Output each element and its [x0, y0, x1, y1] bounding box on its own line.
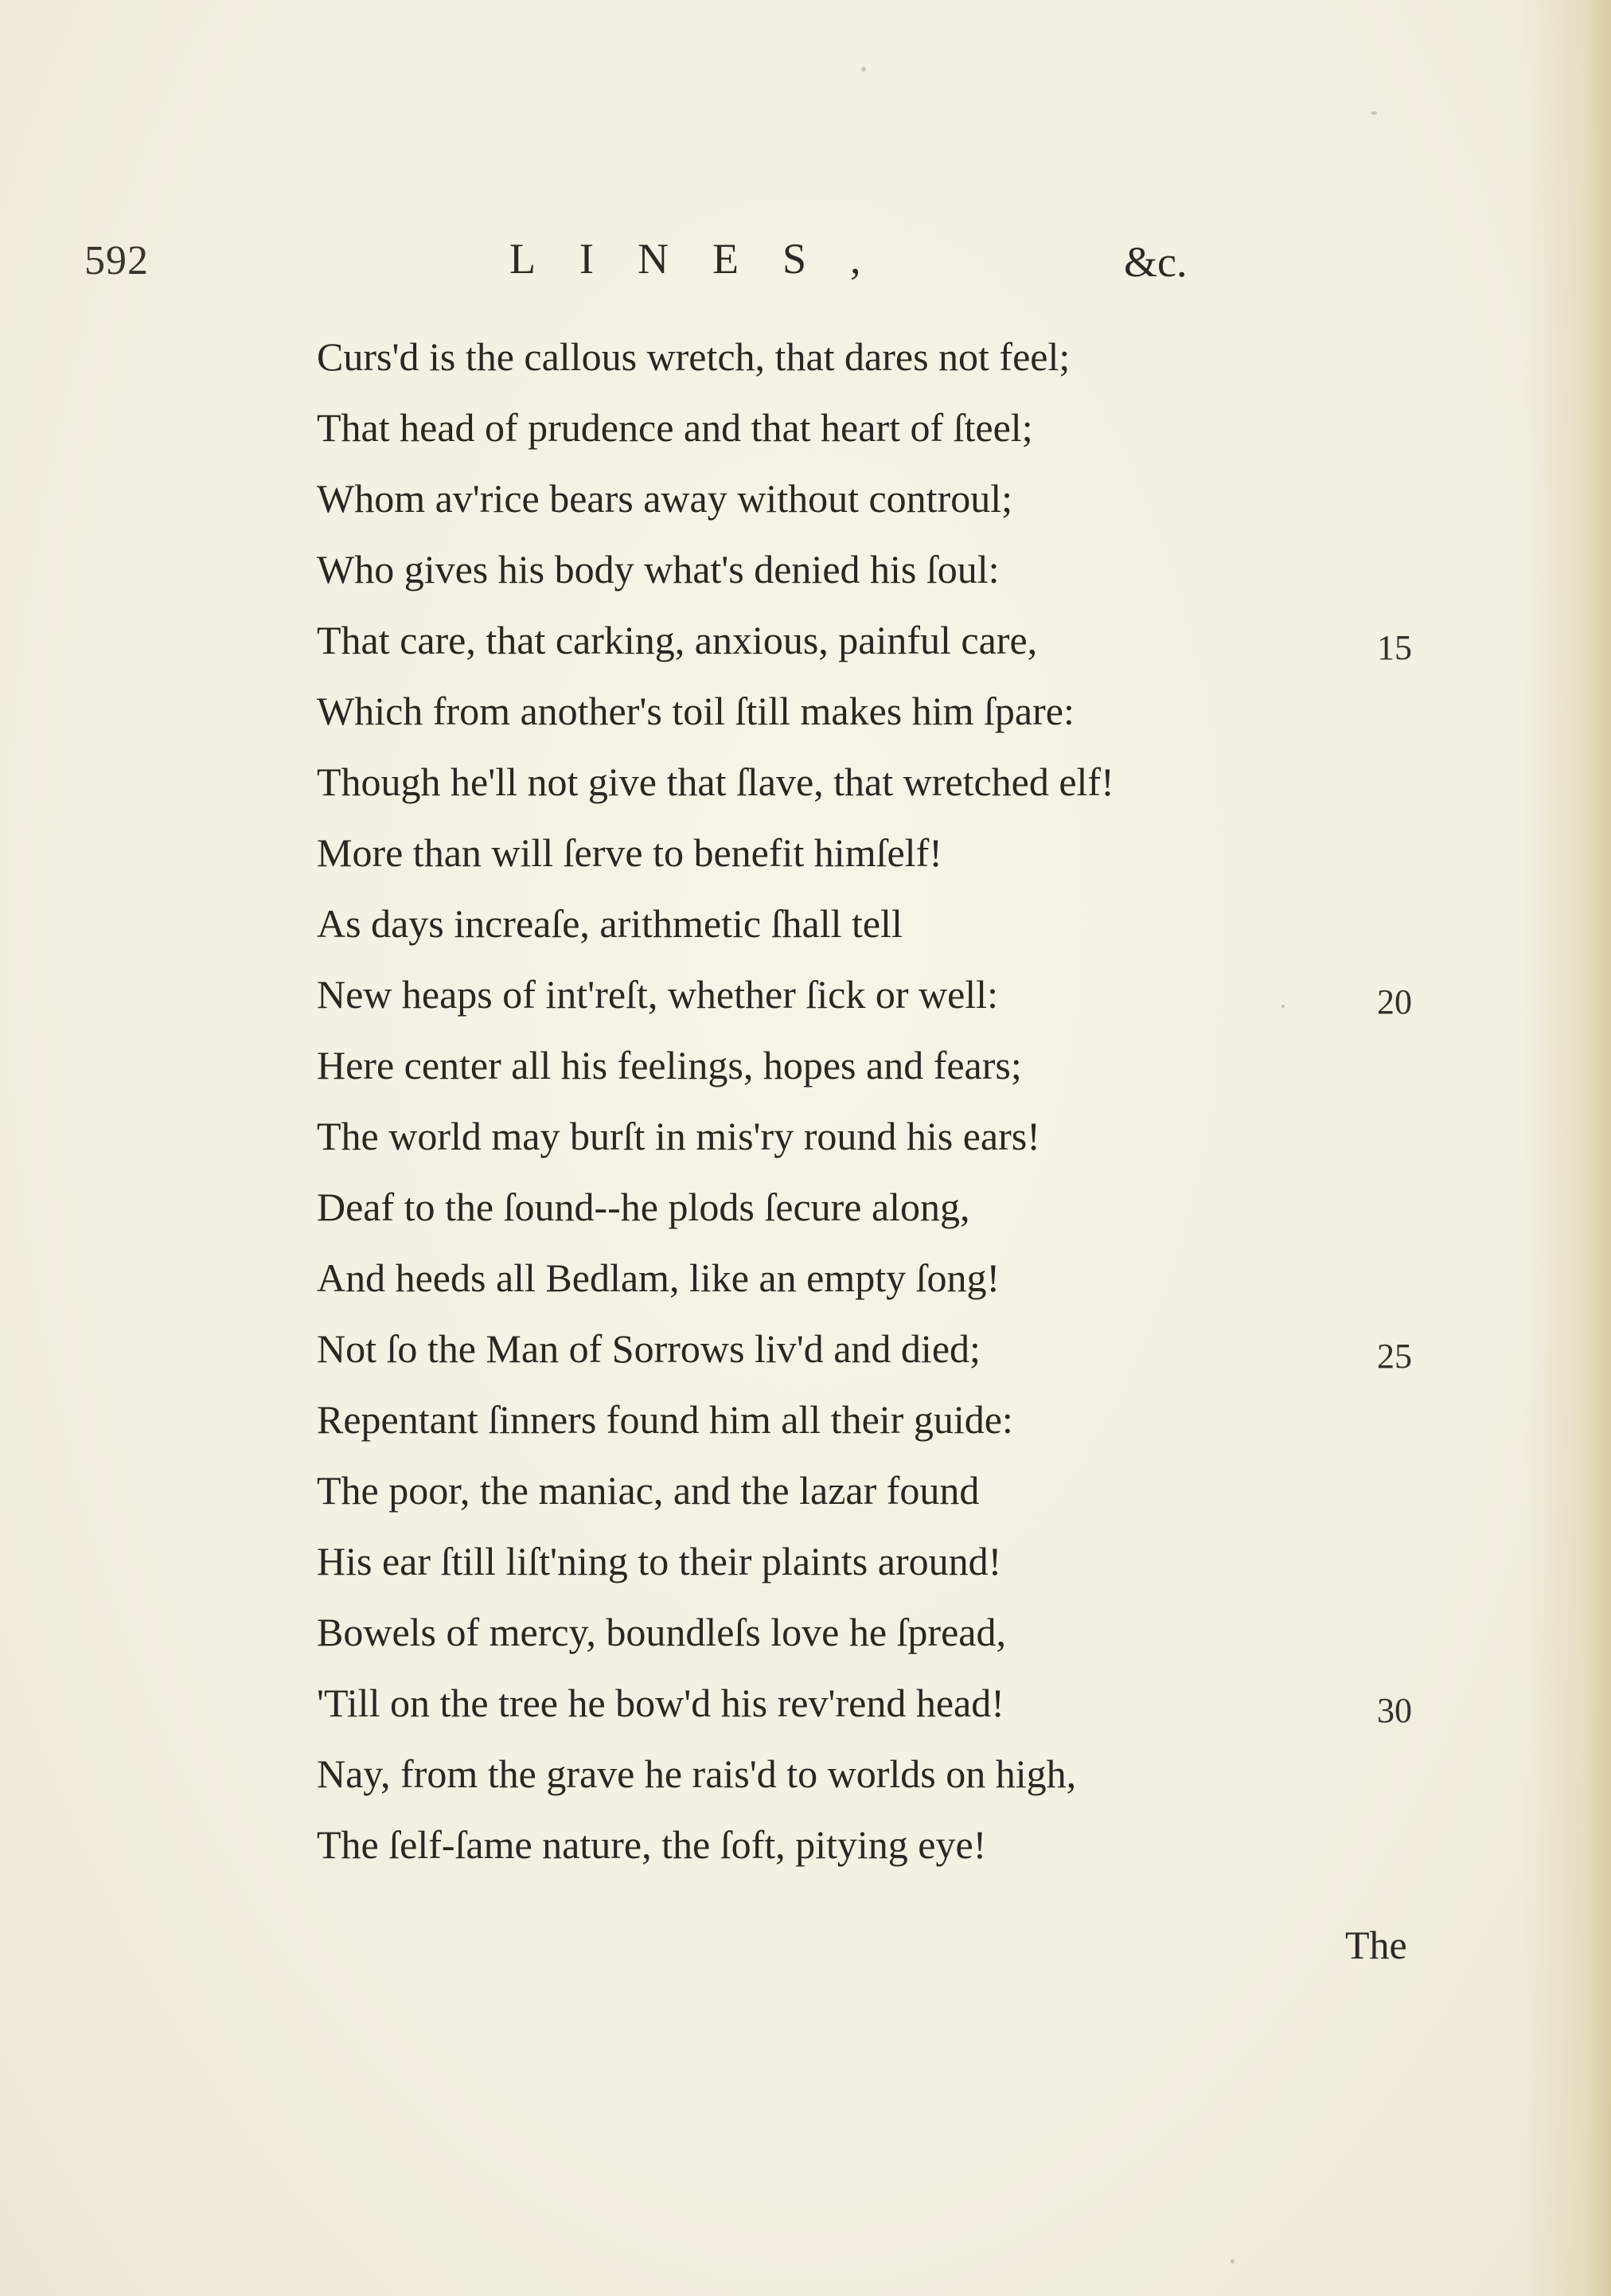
poem-line-text: And heeds all Bedlam, like an empty ſong!	[317, 1255, 1001, 1300]
poem-line	[317, 1392, 1272, 1463]
poem-line	[317, 896, 1272, 967]
poem-line-text: That care, that carking, anxious, painful care,	[317, 618, 1038, 662]
poem-line	[317, 1109, 1272, 1180]
poem-line-text: As days increaſe, arithmetic ſhall tell	[317, 901, 903, 946]
poem-line	[317, 755, 1272, 826]
paper-speck	[861, 67, 866, 72]
line-number: 15	[1377, 628, 1412, 667]
poem-line-text: New heaps of int'reſt, whether ſick or well:	[317, 972, 998, 1017]
poem-line	[317, 613, 1412, 684]
poem-line	[317, 400, 1272, 471]
poem-line	[317, 1605, 1272, 1676]
poem-line	[317, 1251, 1272, 1322]
line-number: 30	[1377, 1691, 1412, 1730]
poem-line	[317, 1818, 1272, 1888]
poem-line	[317, 1676, 1412, 1747]
poem-line-text: Nay, from the grave he rais'd to worlds on high,	[317, 1751, 1077, 1796]
poem-line-text: The poor, the maniac, and the lazar found	[317, 1468, 980, 1513]
running-head: LINES,	[509, 235, 905, 283]
poem-line	[317, 471, 1272, 542]
paper-speck	[1231, 2259, 1235, 2263]
running-head-suffix: &c.	[1124, 238, 1188, 286]
poem-line	[317, 1322, 1412, 1392]
poem-line-text: Though he'll not give that ſlave, that wretched elf!	[317, 759, 1114, 804]
poem-line-text: Not ſo the Man of Sorrows liv'd and died;	[317, 1326, 981, 1371]
poem-line-text: Who gives his body what's denied his ſoul:	[317, 547, 1000, 592]
poem-line-text: Curs'd is the callous wretch, that dares not feel;	[317, 334, 1071, 379]
poem-line	[317, 1180, 1272, 1251]
paper-speck	[1281, 1005, 1285, 1008]
poem-line	[317, 684, 1272, 755]
poem-line	[317, 1534, 1272, 1605]
poem-line-text: The ſelf-ſame nature, the ſoft, pitying eye!	[317, 1822, 987, 1867]
page-number: 592	[84, 238, 149, 283]
poem-line-text: Which from another's toil ſtill makes him ſpare:	[317, 689, 1075, 733]
poem-line	[317, 542, 1272, 613]
poem-line-text: More than will ſerve to benefit himſelf!	[317, 830, 942, 875]
poem-body	[317, 330, 1412, 1888]
catchword: The	[1345, 1923, 1407, 1967]
poem-line	[317, 826, 1272, 896]
poem-line-text: Whom av'rice bears away without controul;	[317, 476, 1012, 521]
line-number: 25	[1377, 1337, 1412, 1376]
poem-line-text: Deaf to the ſound--he plods ſecure along,	[317, 1185, 970, 1229]
poem-line	[317, 1038, 1272, 1109]
poem-line	[317, 330, 1272, 400]
poem-line-text: Bowels of mercy, boundleſs love he ſpread,	[317, 1610, 1006, 1654]
poem-line	[317, 1747, 1272, 1818]
poem-line-text: 'Till on the tree he bow'd his rev'rend head!	[317, 1681, 1004, 1725]
poem-line-text: His ear ſtill liſt'ning to their plaints around!	[317, 1539, 1002, 1583]
poem-line-text: The world may burſt in mis'ry round his ears!	[317, 1114, 1040, 1158]
paper-edge-shadow	[1523, 0, 1611, 2296]
line-number: 20	[1377, 982, 1412, 1021]
paper-speck	[1371, 111, 1377, 115]
poem-line-text: That head of prudence and that heart of ſteel;	[317, 405, 1033, 450]
poem-line	[317, 967, 1412, 1038]
poem-line-text: Here center all his feelings, hopes and fears;	[317, 1043, 1022, 1087]
poem-line	[317, 1463, 1272, 1534]
poem-line-text: Repentant ſinners found him all their guide:	[317, 1397, 1013, 1442]
